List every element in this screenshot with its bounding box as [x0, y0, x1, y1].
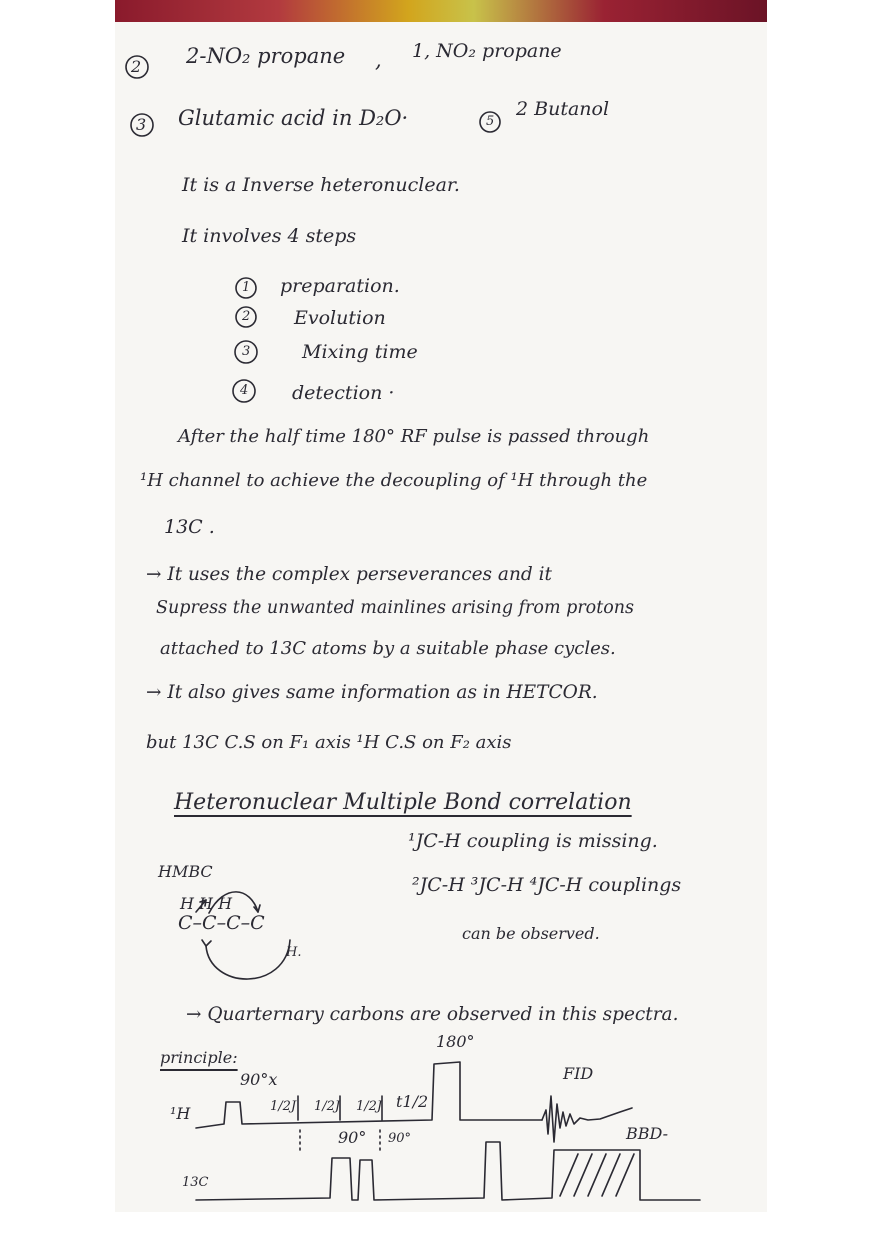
pulse-180-label: 180° [436, 1032, 475, 1051]
half-time-label: t1/2 [396, 1092, 429, 1111]
paragraph-2-line-2: Supress the unwanted mainlines arising from protons [156, 598, 635, 618]
hmbc-structure-bottom-h: H. [286, 945, 302, 960]
step-1-marker: 1 [242, 280, 251, 295]
hmbc-label: HMBC [158, 862, 213, 881]
hmbc-note-2: ²JC-H ³JC-H ⁴JC-H couplings [412, 874, 682, 896]
paragraph-1-line-2: ¹H channel to achieve the decoupling of ¹H through the [140, 470, 648, 491]
channel-c-label: 13C [182, 1175, 209, 1190]
item-3-marker: 3 [136, 115, 147, 134]
h-channel-trace [196, 1062, 542, 1128]
step-2-marker: 2 [242, 309, 251, 324]
hmbc-note-3: can be observed. [462, 924, 600, 943]
step-3-label: Mixing time [302, 341, 418, 363]
bbd-label: BBD- [626, 1124, 669, 1143]
pulse-90-h-label: 90°x [240, 1070, 278, 1089]
pulse-90-c2-label: 90° [388, 1131, 412, 1146]
paragraph-1-line-3: 13C . [164, 516, 215, 538]
item-2-text-a: 2-NO₂ propane [186, 44, 346, 68]
paragraph-2-line-1: → It uses the complex perseverances and it [146, 564, 552, 585]
step-2-label: Evolution [294, 307, 386, 329]
item-5-marker: 5 [486, 114, 495, 129]
principle-label: principle: [160, 1048, 238, 1067]
item-2-marker: 2 [131, 57, 142, 76]
item-5-text: 2 Butanol [516, 98, 610, 120]
hmbc-heading: Heteronuclear Multiple Bond correlation [174, 790, 632, 815]
paragraph-3-line-1: → It also gives same information as in HETCOR. [146, 682, 598, 703]
paragraph-2-line-3: attached to 13C atoms by a suitable phase cycles. [160, 638, 616, 659]
delay-2-label: 1/2J [314, 1099, 341, 1114]
quaternary-note: → Quarternary carbons are observed in this spectra. [186, 1004, 679, 1025]
step-4-marker: 4 [240, 383, 249, 398]
item-2-separator: , [375, 48, 382, 72]
step-1-label: preparation. [280, 275, 400, 297]
item-2-text-b: 1, NO₂ propane [412, 40, 562, 62]
channel-h-label: ¹H [170, 1104, 191, 1123]
c-channel-trace [196, 1142, 700, 1200]
fid-label: FID [563, 1064, 594, 1083]
step-4-label: detection · [292, 382, 395, 404]
paragraph-3-line-2: but 13C C.S on F₁ axis ¹H C.S on F₂ axis [146, 732, 512, 753]
hmbc-structure-chain: C–C–C–C [178, 912, 265, 934]
intro-line-1: It is a Inverse heteronuclear. [182, 174, 460, 196]
hmbc-structure-top-h: H H H [180, 894, 233, 913]
pulse-90-c1-label: 90° [338, 1128, 367, 1147]
delay-3-label: 1/2J [356, 1099, 383, 1114]
delay-1-label: 1/2J [270, 1099, 297, 1114]
step-3-marker: 3 [242, 344, 251, 359]
paragraph-1-line-1: After the half time 180° RF pulse is passed through [178, 426, 650, 447]
hmbc-note-1: ¹JC-H coupling is missing. [408, 830, 658, 852]
item-3-text: Glutamic acid in D₂O· [178, 106, 409, 130]
fid-trace [542, 1096, 632, 1142]
intro-line-2: It involves 4 steps [182, 225, 357, 247]
